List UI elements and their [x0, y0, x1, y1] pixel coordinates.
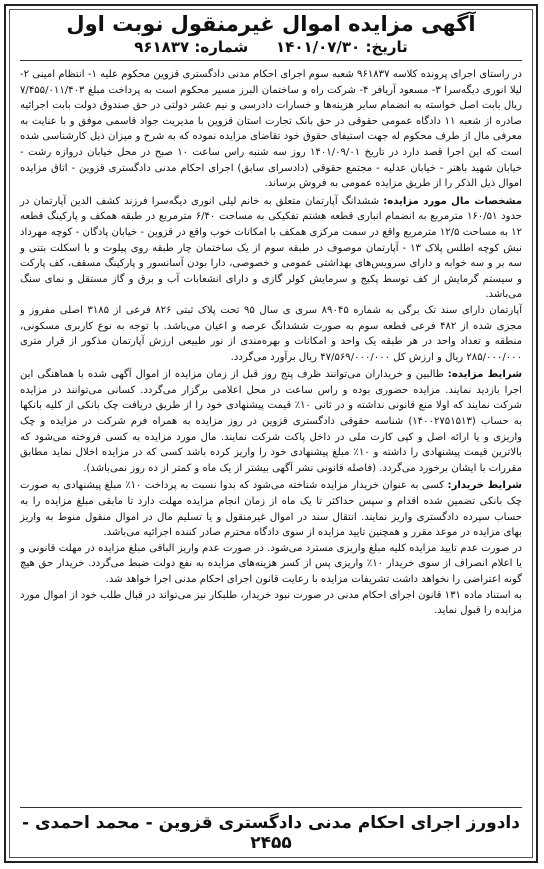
notice-content — [20, 12, 522, 855]
buyer-article-paragraph: به استناد ماده ۱۳۱ قانون اجرای احکام مدنی در صورت نبود خریدار، طلبکار نیز می‌تواند در قبال طلب خود از اموال مورد مزایده را قبول نماید. — [20, 589, 522, 617]
buyer-refund-paragraph: در صورت عدم تایید مزایده کلیه مبلغ واریزی مسترد می‌شود. در صورت عدم واریز الباقی مبلغ مزایده در مهلت قانونی و یا اعلام انصراف از سوی خریدار ۱۰٪ واریزی پس از کسر هزینه‌های مزایده به نفع دولت ضبط می‌گردد. خریدار حق هیچ گونه اعتراضی را نخواهد داشت تشریفات مزایده با رعایت قانون اجرای احکام مدنی اجرا خواهد شد. — [20, 542, 522, 585]
property-section — [20, 194, 522, 303]
conditions-text: طالبین و خریداران می‌توانند ظرف پنج روز قبل از زمان مزایده از اموال آگهی شده با هماهنگی این اجرا بازدید نمایند. مزایده حضوری بوده و راس ساعت در محل اعلامی برگزار می‌گردد. کسانی می‌توانند در مزایده شرکت نمایند که اولا منع قانونی نداشته و در ثانی ۱۰٪ قیمت پیشنهادی خود را از طریق دریافت چک بانکی از کلیه بانکها به حساب (۱۴۰۰۲۷۵۱۵۱۳) شناسه حقوقی دادگستری قزوین در روز مزایده به همراه فرم شرکت در مزایده و چک واریزی و یا ارائه اصل و کپی کارت ملی در داخل پاکت شرکت نمایند. مال مورد مزایده به کسی فروخته می‌شود که بالاترین قیمت پیشنهادی را داشته و ۱۰٪ مبلغ پیشنهادی خود را واریز کرده باشد کسی که در مزایده اخلال نماید مطابق مقررات با ایشان برخورد می‌گردد. (فاصله قانونی نشر آگهی بیشتر از یک ماه و کمتر از ده روز نمی‌باشد). — [20, 369, 523, 474]
number-value: ۹۶۱۸۳۷ — [134, 38, 190, 56]
date-value: ۱۴۰۱/۰۷/۳۰ — [276, 38, 361, 56]
conditions-heading: شرایط مزایده: — [447, 369, 522, 381]
buyer-text: کسی به عنوان خریدار مزایده شناخته می‌شود که بدوا نسبت به پرداخت ۱۰٪ مبلغ پیشنهادی به صورت چک بانکی تضمین شده اقدام و سپس حداکثر تا یک ماه از زمان انجام مزایده مهلت دارد تا مابقی مبلغ مزایده را به حساب سپرده دادگستری واریز نمایند. انتقال سند در اموال غیرمنقول و یا تسلیم مال در اموال منقول منوط به واریز بهای مزایده در موعد مقرر و همچنین تایید مزایده از سوی دادگاه محترم صادر کننده اجرائیه می‌باشد. — [20, 480, 522, 539]
intro-paragraph: در راستای اجرای پرونده کلاسه ۹۶۱۸۳۷ شعبه سوم اجرای احکام مدنی دادگستری قزوین محکوم علیه ۱- انتظام امینی ۲- لیلا انوری دیگه‌سرا ۳- مسعود آریافر ۴- شرکت راه و ساختمان البرز مسیر محکوم است به پرداخت مبلغ ۷/۴۵۵/۰۱۱/۴۰۳ ریال بابت اصل خواسته به انضمام سایر هزینه‌ها و خسارات دادرسی و نیم عشر دولتی در حق صندوق دولت بابت اجرائیه صادره از شعبه ۱۱ دادگاه عمومی حقوقی در حق بانک تجارت استان قزوین با مدیریت جواد قاسمی موفق و با عنایت به معرفی مال از طرف محکوم له جهت استیفای حقوق خود تقاضای مزایده نموده که به شرح و میزان ذیل کارشناسی شده است که این اجرا قصد دارد در تاریخ ۱۴۰۱/۰۹/۰۱ روز سه شنبه راس ساعت ۱۰ صبح در محل خیابان دروازه رشت - خیابان شهید باهنر - خیابان عدلیه - مجتمع حقوقی (دادسرای سابق) اجرای احکام مدنی دادگستری قزوین - اتاق مزایده اموال ذیل الذکر را از طریق مزایده عمومی به فروش برساند. — [20, 69, 522, 190]
date-label: تاریخ: — [365, 38, 408, 56]
number-label: شماره: — [194, 38, 249, 56]
notice-frame — [4, 4, 538, 863]
notice-signature: دادورز اجرای احکام مدنی دادگستری قزوین - محمد احمدی - ۲۴۵۵ — [20, 807, 522, 853]
property-deed-paragraph: آپارتمان دارای سند تک برگی به شماره ۸۹۰۴۵ سری ی سال ۹۵ تحت پلاک ثبتی ۸۲۶ فرعی از ۳۱۸۵ اصلی مفروز و مجزی شده از ۴۸۲ فرعی قطعه سوم به صورت ششدانگ عرصه و اعیان می‌باشد. با توجه به نوع کاربری مسکونی، منطقه و تعداد واحد در هر طبقه یک واحد و امکانات و بهره‌مندی از نور طبیعی ارزش آپارتمان مذکور از قرار متری ۲۸۵/۰۰۰/۰۰۰ ریال و ارزش کل ۴۷/۵۶۹/۰۰۰/۰۰۰ ریال برآورد می‌گردد. — [20, 304, 522, 363]
notice-dateline — [20, 38, 522, 61]
buyer-section — [20, 478, 522, 540]
buyer-heading: شرایط خریدار: — [447, 480, 522, 492]
conditions-section — [20, 367, 522, 476]
dateline-separator — [254, 38, 271, 56]
property-text: ششدانگ آپارتمان متعلق به خانم لیلی انوری دیگه‌سرا فرزند کشف الدین آپارتمان در حدود ۱۶۰/۵۱ مترمربع به انضمام انباری قطعه هشتم تفکیکی به مساحت ۶/۴۰ مترمربع در طبقه همکف و پارکینگ قطعه ۱۲ به مساحت ۱۲/۵ مترمربع واقع در سمت مرکزی همکف با امکانات خوب واقع در قزوین - خیابان پادگان - کوچه مهرداد نبش کوچه اطلس پلاک ۱۳ - آپارتمان موصوف در طبقه سوم از یک ساختمان چار طبقه روی پیلوت و با اسکلت بتنی و سه بر و سه خوابه و دارای سرویس‌های بهداشتی عمومی و خصوصی، دارا بودن آسانسور و پارکینگ مسقف، کف پارکت و سیستم گرمایش از کف توسط پکیج و سرمایش کولر گازی و دارای انشعابات آب و برق و گاز مستقل و نمای سنگ می‌باشد. — [20, 195, 523, 301]
notice-title: آگهی مزایده اموال غیرمنقول نوبت اول — [66, 12, 476, 36]
property-heading: مشخصات مال مورد مزایده: — [383, 195, 522, 207]
